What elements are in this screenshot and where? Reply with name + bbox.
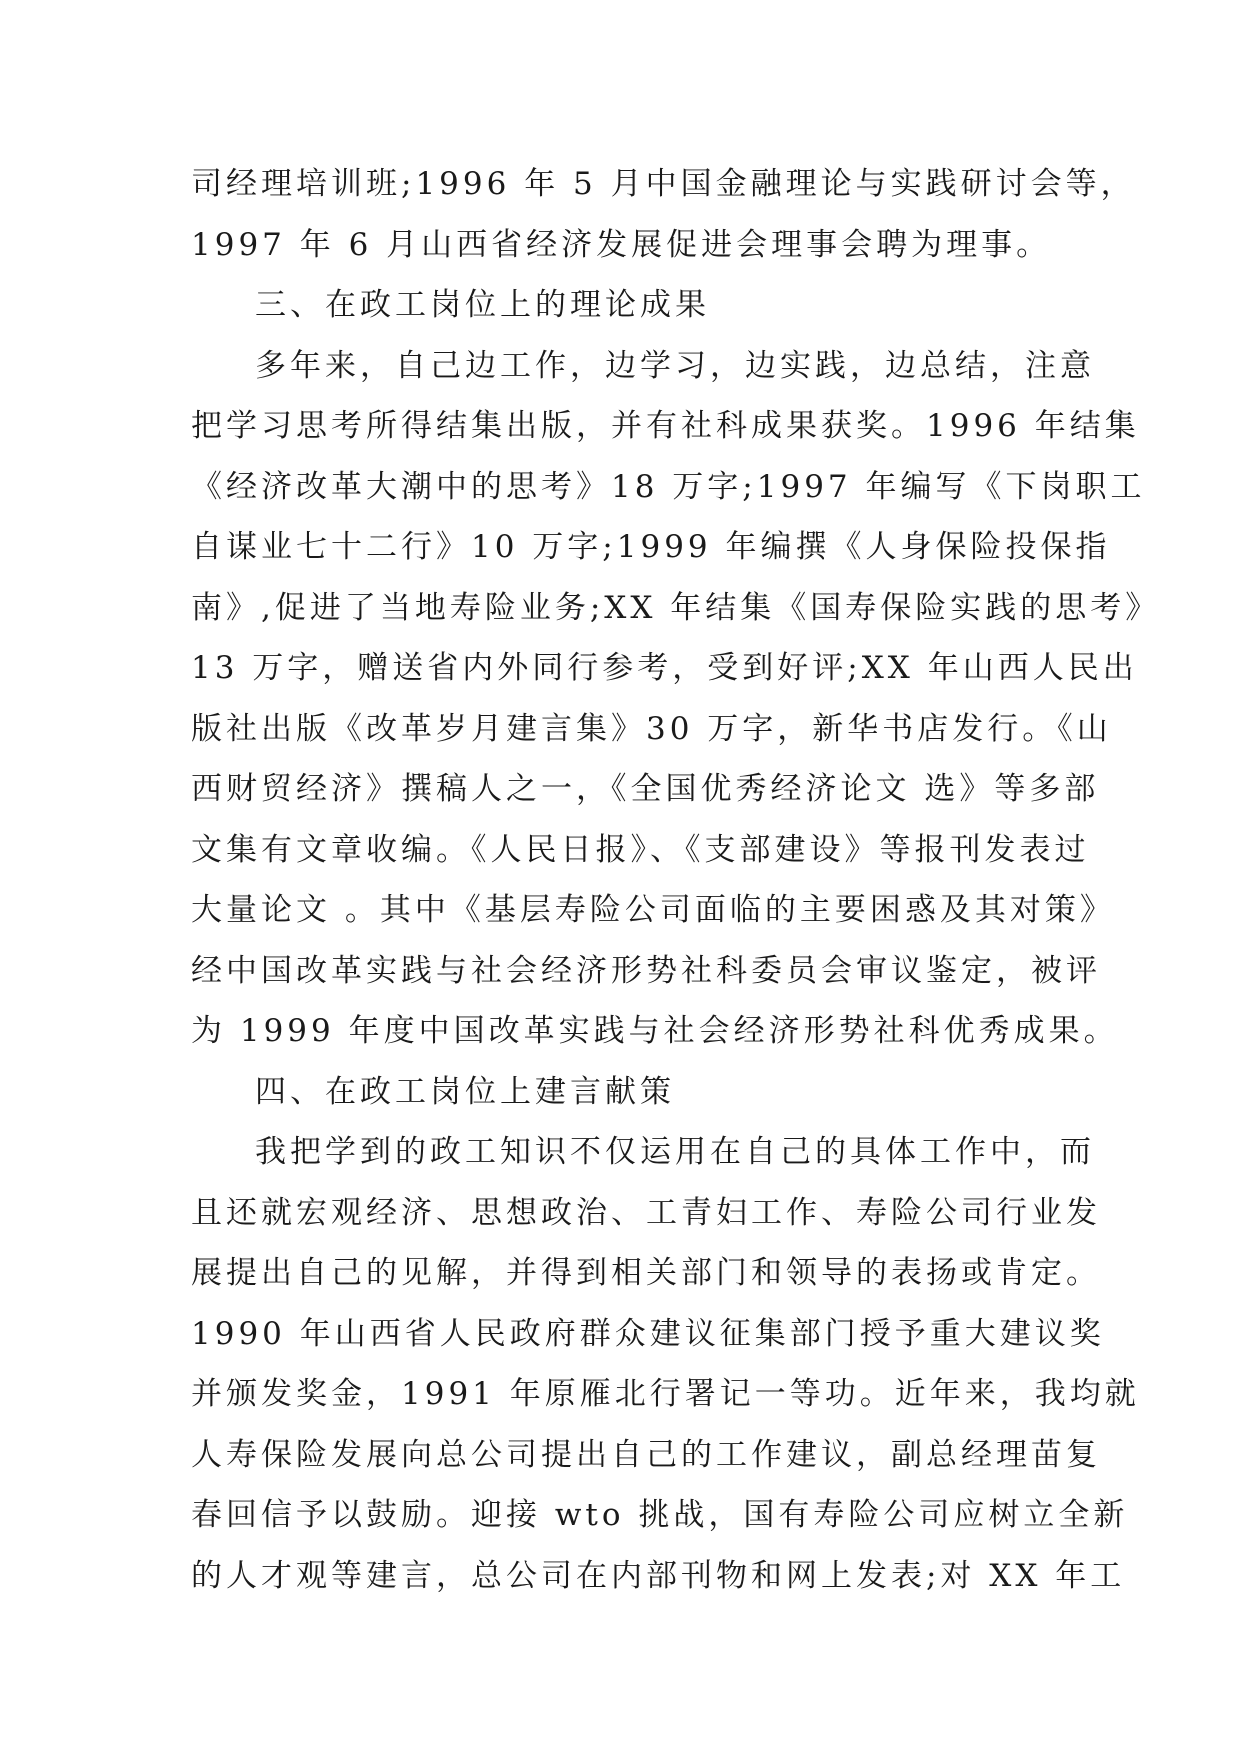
text-line: 南》,促进了当地寿险业务;XX 年结集《国寿保险实践的思考》 [191,589,1161,626]
text-line: 且还就宏观经济、思想政治、工青妇工作、寿险公司行业发 [191,1194,1101,1231]
text-line: 人寿保险发展向总公司提出自己的工作建议，副总经理苗复 [191,1436,1101,1473]
text-line: 13 万字，赠送省内外同行参考，受到好评;XX 年山西人民出 [191,650,1138,686]
text-line: 大量论文 。其中《基层寿险公司面临的主要困惑及其对策》 [191,892,1115,928]
text-line: 经中国改革实践与社会经济形势社科委员会审议鉴定，被评 [191,952,1101,989]
text-line: 我把学到的政工知识不仅运用在自己的具体工作中，而 [255,1134,1095,1170]
text-line: 《经济改革大潮中的思考》18 万字;1997 年编写《下岗职工 [191,468,1146,505]
text-line: 为 1999 年度中国改革实践与社会经济形势社科优秀成果。 [191,1013,1119,1049]
document-body [191,154,1161,1606]
text-line: 文集有文章收编。《人民日报》、《支部建设》等报刊发表过 [191,831,1090,868]
text-line: 展提出自己的见解，并得到相关部门和领导的表扬或肯定。 [191,1255,1101,1291]
text-line: 把学习思考所得结集出版，并有社科成果获奖。1996 年结集 [191,408,1140,444]
text-line: 并颁发奖金，1991 年原雁北行署记一等功。近年来，我均就 [191,1376,1140,1412]
text-line: 版社出版《改革岁月建言集》30 万字，新华书店发行。《山 [191,710,1112,747]
text-line: 1997 年 6 月山西省经济发展促进会理事会聘为理事。 [191,226,1052,263]
text-line: 司经理培训班;1996 年 5 月中国金融理论与实践研讨会等， [191,166,1136,202]
text-line: 西财贸经济》撰稿人之一，《全国优秀经济论文 选》等多部 [191,771,1100,807]
section-heading: 三、在政工岗位上的理论成果 [255,287,710,323]
text-line: 的人才观等建言，总公司在内部刊物和网上发表;对 XX 年工 [191,1557,1126,1594]
text-line: 多年来，自己边工作，边学习，边实践，边总结，注意 [255,347,1095,384]
text-line: 1990 年山西省人民政府群众建议征集部门授予重大建议奖 [191,1315,1105,1352]
section-heading: 四、在政工岗位上建言献策 [255,1073,675,1110]
text-line: 春回信予以鼓励。迎接 wto 挑战，国有寿险公司应树立全新 [191,1497,1129,1533]
text-line: 自谋业七十二行》10 万字;1999 年编撰《人身保险投保指 [191,529,1111,565]
